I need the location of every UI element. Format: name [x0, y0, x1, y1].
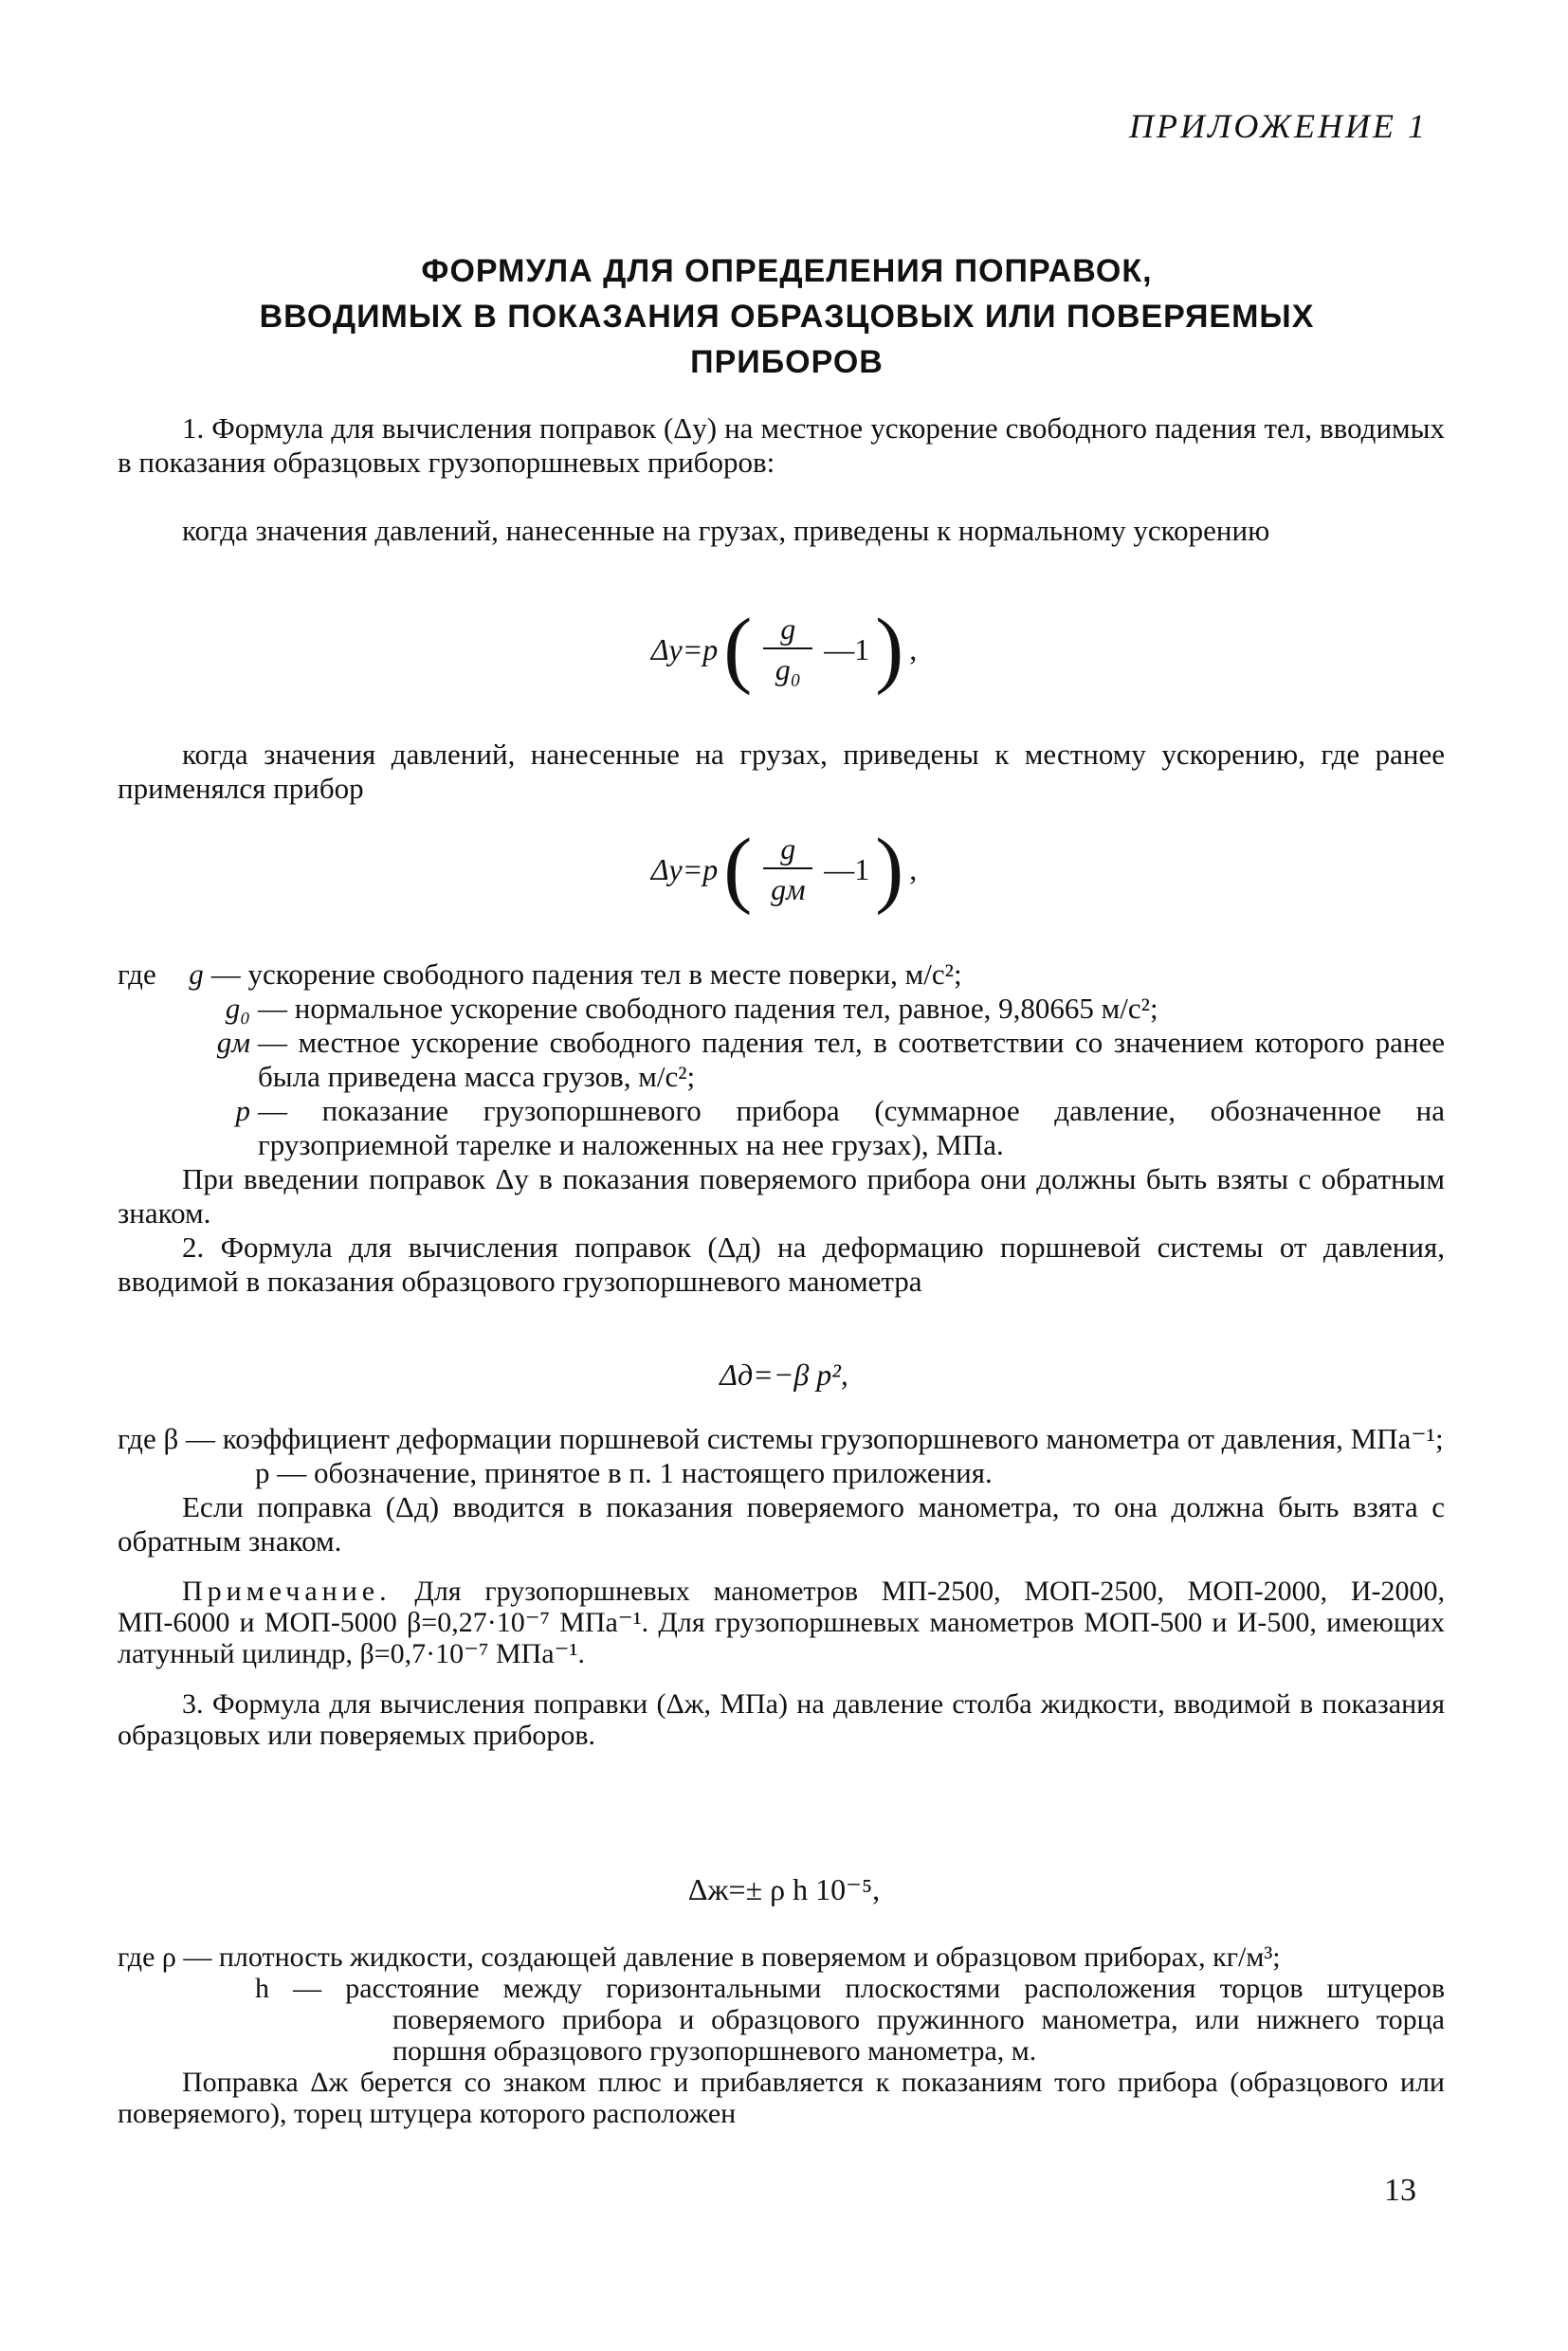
definition-beta: где β — коэффициент деформации поршневой системы грузопоршневого манометра от давления, МПа⁻¹; — [118, 1422, 1444, 1455]
page-number: 13 — [1384, 2173, 1416, 2208]
fraction-numerator: g — [763, 610, 812, 649]
paren-open: ( — [723, 602, 753, 696]
fraction-denominator: g₀ — [775, 652, 801, 686]
definition-gm — [118, 1026, 1445, 1094]
symbol-g0: g₀ — [225, 992, 250, 1025]
formula-comma: , — [909, 631, 918, 666]
fraction — [763, 610, 812, 689]
symbol-gm: gм — [216, 1026, 250, 1059]
definition-text: — показание грузопоршневого прибора (суммарное давление, обозначенное на грузоприемной тарелке и наложенных на нее грузах), МПа. — [258, 1094, 1445, 1161]
definition-h: h — расстояние между горизонтальными плоскостями расположения торцов штуцеров поверяемого прибора и образцового пружинного манометра, или нижнего торца поршня образцового грузопоршневого манометра, м. — [255, 1973, 1445, 2067]
formula-minus-one: —1 — [824, 851, 870, 886]
definition-p2: p — обозначение, принятое в п. 1 настоящего приложения. — [255, 1456, 993, 1489]
paren-close: ) — [875, 602, 904, 696]
formula-lhs: Δу=p — [650, 631, 719, 666]
formula-minus-one: —1 — [824, 631, 870, 666]
section3-intro: 3. Формула для вычисления поправки (Δж, МПа) на давление столба жидкости, вводимой в показания образцовых или поверяемых приборов. — [118, 1688, 1445, 1751]
title-line-1: ФОРМУЛА ДЛЯ ОПРЕДЕЛЕНИЯ ПОПРАВОК, — [421, 253, 1153, 289]
formula-du-normal — [0, 602, 1568, 696]
section1-note: При введении поправок Δу в показания поверяемого прибора они должны быть взяты с обратным знаком. — [118, 1162, 1445, 1230]
section1-case2: когда значения давлений, нанесенные на грузах, приведены к местному ускорению, где ранее применялся прибор — [118, 738, 1445, 805]
section2-note: Если поправка (Δд) вводится в показания поверяемого манометра, то она должна быть взята с обратным знаком. — [118, 1490, 1445, 1558]
section1-intro: 1. Формула для вычисления поправок (Δу) на местное ускорение свободного падения тел, вводимых в показания образцовых грузопоршневых приборов: — [118, 411, 1445, 479]
definition-text: — местное ускорение свободного падения тел, в соответствии со значением которого ранее была приведена масса грузов, м/с²; — [258, 1026, 1445, 1093]
formula-dd: Δд=−β p², — [720, 1358, 848, 1392]
remark-text: Для грузопоршневых манометров МП-2500, МОП-2500, МОП-2000, И-2000, МП-6000 и МОП-5000 β=0,27·10⁻⁷ МПа⁻¹. Для грузопоршневых манометров МОП-500 и И-500, имеющих латунный цилиндр, β=0,7·10⁻⁷ МПа⁻¹. — [118, 1576, 1445, 1669]
formula-comma: , — [909, 851, 918, 886]
section3-note: Поправка Δж берется со знаком плюс и прибавляется к показаниям того прибора (образцового или поверяемого), торец штуцера которого расположен — [118, 2067, 1445, 2129]
definition-rho: где ρ — плотность жидкости, создающей давление в поверяемом и образцовом приборах, кг/м³; — [118, 1941, 1281, 1973]
fraction — [763, 829, 812, 909]
section2-remark — [118, 1576, 1445, 1669]
definition-g0 — [118, 992, 1445, 1026]
definition-g — [118, 957, 1445, 992]
fraction-numerator: g — [763, 829, 812, 869]
title-line-3: ПРИБОРОВ — [690, 344, 884, 380]
section2-intro: 2. Формула для вычисления поправок (Δд) на деформацию поршневой системы от давления, вводимой в показания образцового грузопоршневого манометра — [118, 1230, 1445, 1298]
symbol-p: p — [235, 1094, 250, 1127]
section1-case1: когда значения давлений, нанесенные на грузах, приведены к нормальному ускорению — [182, 514, 1270, 547]
formula-dzh: Δж=± ρ h 10⁻⁵, — [687, 1872, 881, 1906]
definition-p — [118, 1094, 1445, 1162]
appendix-label: ПРИЛОЖЕНИЕ 1 — [1129, 107, 1428, 145]
document-title — [190, 248, 1384, 385]
defs-intro: где — [118, 957, 156, 991]
section3-definitions — [118, 1941, 1445, 2129]
paren-open: ( — [723, 822, 753, 916]
remark-label: Примечание. — [182, 1576, 392, 1607]
formula-du-local — [0, 822, 1568, 916]
definition-text: — нормальное ускорение свободного падения тел, равное, 9,80665 м/с²; — [258, 992, 1158, 1025]
fraction-denominator: gм — [771, 872, 806, 906]
paren-close: ) — [875, 822, 904, 916]
title-line-2: ВВОДИМЫХ В ПОКАЗАНИЯ ОБРАЗЦОВЫХ ИЛИ ПОВЕРЯЕМЫХ — [259, 299, 1315, 335]
formula-lhs: Δу=p — [650, 851, 719, 886]
symbol-g: g — [189, 957, 204, 991]
section1-definitions — [118, 957, 1445, 1299]
section2-definitions — [118, 1422, 1445, 1751]
definition-text: — ускорение свободного падения тел в месте поверки, м/с²; — [210, 957, 962, 991]
